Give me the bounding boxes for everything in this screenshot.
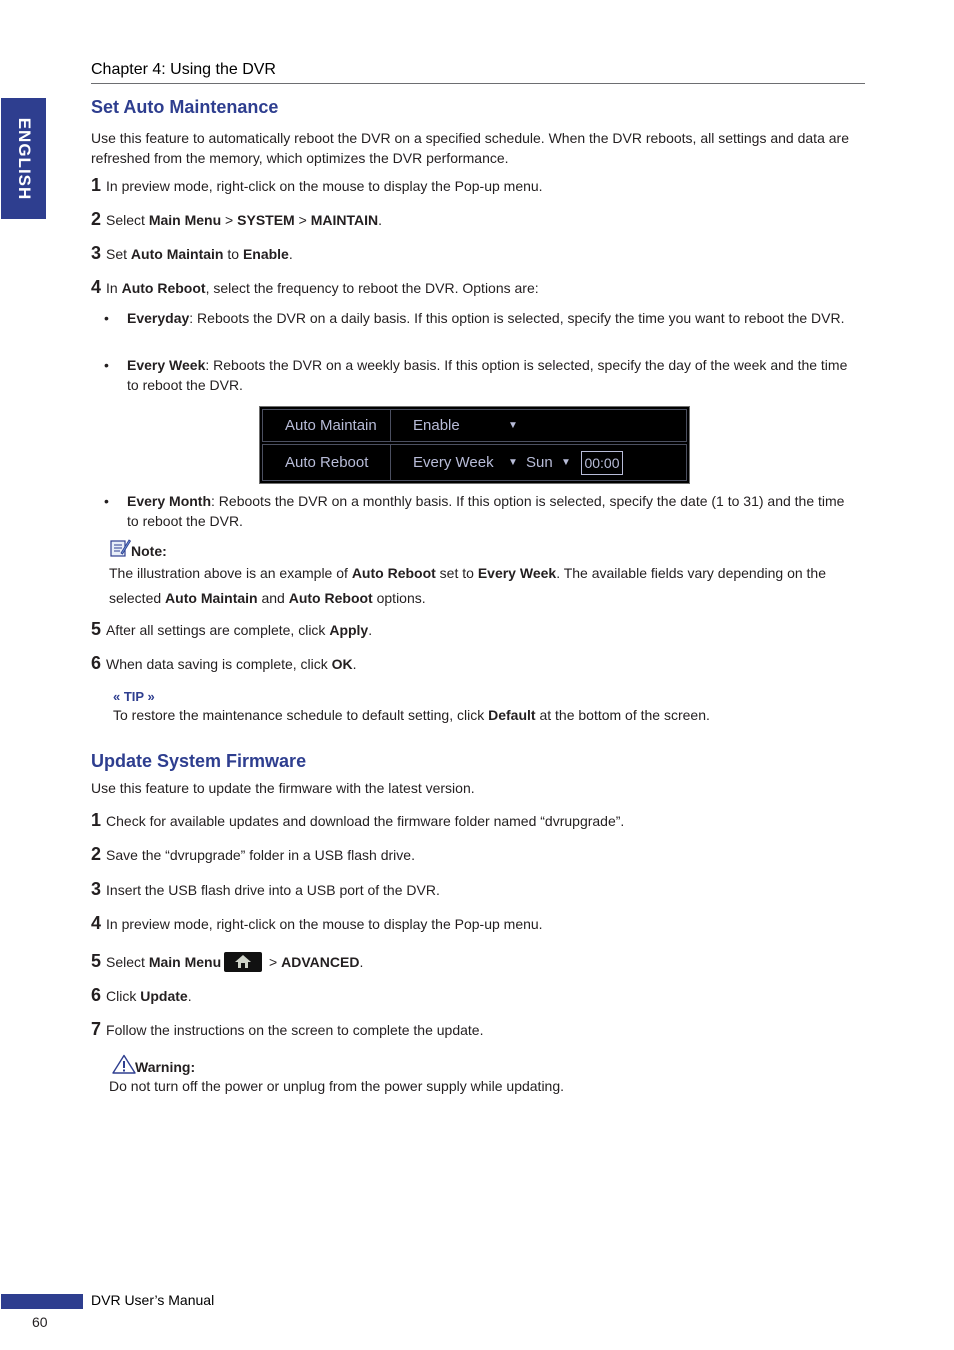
term-auto-maintain: Auto Maintain bbox=[165, 590, 258, 606]
auto-reboot-label: Auto Reboot bbox=[263, 445, 391, 480]
term-ok: OK bbox=[331, 656, 353, 672]
bullet-term: Every Month bbox=[127, 493, 212, 509]
step-number: 1 bbox=[91, 810, 102, 830]
step-text: Set bbox=[106, 246, 131, 262]
note-label: Note: bbox=[131, 543, 167, 559]
auto-reboot-row bbox=[262, 444, 687, 481]
warning-text: Do not turn off the power or unplug from the power supply while updating. bbox=[109, 1078, 565, 1094]
step-5 bbox=[91, 619, 372, 640]
bullet-every-month bbox=[104, 491, 849, 531]
tip-label: « TIP » bbox=[113, 689, 155, 704]
footer-bar bbox=[1, 1294, 83, 1309]
term-default: Default bbox=[488, 707, 536, 723]
term-advanced: ADVANCED bbox=[281, 954, 360, 970]
footer-title: DVR User’s Manual bbox=[91, 1292, 215, 1308]
auto-maintain-label: Auto Maintain bbox=[263, 410, 391, 441]
section-intro: Use this feature to update the firmware with the latest version. bbox=[91, 780, 475, 796]
step-text: Insert the USB flash drive into a USB port of the DVR. bbox=[106, 882, 440, 898]
bullet-term: Everyday bbox=[127, 310, 190, 326]
step-text: In bbox=[106, 280, 122, 296]
punctuation: . bbox=[359, 954, 364, 970]
term-update: Update bbox=[140, 988, 188, 1004]
punctuation: . bbox=[187, 988, 192, 1004]
fw-step-6 bbox=[91, 985, 192, 1006]
bullet-dot: • bbox=[104, 493, 109, 509]
note-text-part: options. bbox=[372, 590, 426, 606]
tip-text-part: To restore the maintenance schedule to default setting, click bbox=[113, 707, 489, 723]
step-text: Select bbox=[106, 954, 149, 970]
separator: > bbox=[265, 954, 282, 970]
step-4 bbox=[91, 277, 539, 298]
term-every-week: Every Week bbox=[477, 565, 557, 581]
dvr-settings-screenshot bbox=[259, 406, 690, 484]
step-text: Select bbox=[106, 212, 149, 228]
bullet-term: Every Week bbox=[127, 357, 206, 373]
separator: > bbox=[294, 212, 311, 228]
step-number: 5 bbox=[91, 951, 102, 971]
step-number: 4 bbox=[91, 913, 102, 933]
step-text: to bbox=[223, 246, 243, 262]
chevron-down-icon[interactable]: ▼ bbox=[508, 457, 518, 468]
auto-maintain-value[interactable]: Enable bbox=[413, 417, 460, 434]
note-text-part: and bbox=[257, 590, 289, 606]
note-text-part: set to bbox=[435, 565, 478, 581]
chapter-heading: Chapter 4: Using the DVR bbox=[91, 61, 276, 78]
step-text: In preview mode, right-click on the mouse to display the Pop-up menu. bbox=[106, 178, 543, 194]
auto-maintain-row bbox=[262, 409, 687, 442]
step-3 bbox=[91, 243, 293, 264]
bullet-text: : Reboots the DVR on a monthly basis. If this option is selected, specify the date (1 to 31) and the time to reboot the DVR. bbox=[127, 493, 845, 529]
term-auto-reboot: Auto Reboot bbox=[351, 565, 436, 581]
fw-step-4 bbox=[91, 913, 543, 934]
step-text: Follow the instructions on the screen to complete the update. bbox=[106, 1022, 484, 1038]
step-number: 2 bbox=[91, 209, 102, 229]
note-text-part: . The available fields vary depending on the selected bbox=[109, 565, 827, 606]
step-text: In preview mode, right-click on the mouse to display the Pop-up menu. bbox=[106, 916, 543, 932]
step-text: Check for available updates and download the firmware folder named “dvrupgrade”. bbox=[106, 813, 625, 829]
term-apply: Apply bbox=[329, 622, 369, 638]
fw-step-5 bbox=[91, 951, 363, 972]
note-icon bbox=[109, 538, 131, 558]
language-tab-label: ENGLISH bbox=[14, 117, 34, 200]
bullet-text: : Reboots the DVR on a weekly basis. If this option is selected, specify the day of the week and the time to reboot the DVR. bbox=[127, 357, 848, 393]
bullet-dot: • bbox=[104, 310, 109, 326]
punctuation: . bbox=[378, 212, 382, 228]
warning-icon bbox=[112, 1054, 136, 1074]
note-text-part: The illustration above is an example of bbox=[109, 565, 352, 581]
tip-text bbox=[113, 707, 710, 723]
bullet-every-week bbox=[104, 355, 849, 395]
step-number: 2 bbox=[91, 844, 102, 864]
section-intro: Use this feature to automatically reboot the DVR on a specified schedule. When the DVR reboots, all settings and data are refreshed from the memory, which optimizes the DVR performance. bbox=[91, 130, 849, 166]
tip-text-part: at the bottom of the screen. bbox=[535, 707, 710, 723]
term-main-menu: Main Menu bbox=[148, 954, 222, 970]
step-text: Save the “dvrupgrade” folder in a USB flash drive. bbox=[106, 847, 415, 863]
page-number: 60 bbox=[32, 1314, 48, 1330]
fw-step-2 bbox=[91, 844, 415, 865]
header-divider bbox=[91, 83, 865, 84]
fw-step-1 bbox=[91, 810, 624, 831]
step-6 bbox=[91, 653, 357, 674]
step-number: 7 bbox=[91, 1019, 102, 1039]
term-auto-maintain: Auto Maintain bbox=[130, 246, 224, 262]
step-1 bbox=[91, 175, 543, 196]
punctuation: . bbox=[352, 656, 357, 672]
separator: > bbox=[221, 212, 238, 228]
auto-reboot-day[interactable]: Sun bbox=[526, 454, 553, 471]
auto-reboot-time-field[interactable]: 00:00 bbox=[581, 451, 623, 475]
term-maintain: MAINTAIN bbox=[310, 212, 379, 228]
step-text: When data saving is complete, click bbox=[106, 656, 332, 672]
term-system: SYSTEM bbox=[237, 212, 295, 228]
warning-label: Warning: bbox=[135, 1059, 196, 1075]
term-auto-reboot: Auto Reboot bbox=[121, 280, 206, 296]
step-number: 3 bbox=[91, 879, 102, 899]
section-title-auto-maintenance: Set Auto Maintenance bbox=[91, 97, 279, 117]
punctuation: . bbox=[288, 246, 293, 262]
step-number: 4 bbox=[91, 277, 102, 297]
chevron-down-icon[interactable]: ▼ bbox=[561, 457, 571, 468]
step-number: 6 bbox=[91, 653, 102, 673]
section-title-update-firmware: Update System Firmware bbox=[91, 751, 307, 771]
language-tab bbox=[1, 98, 46, 219]
chevron-down-icon[interactable]: ▼ bbox=[508, 420, 518, 431]
auto-reboot-frequency[interactable]: Every Week bbox=[413, 454, 494, 471]
bullet-text: : Reboots the DVR on a daily basis. If this option is selected, specify the time you want to reboot the DVR. bbox=[189, 310, 845, 326]
home-icon bbox=[224, 952, 262, 972]
bullet-everyday bbox=[104, 308, 849, 328]
step-number: 3 bbox=[91, 243, 102, 263]
fw-step-3 bbox=[91, 879, 440, 900]
bullet-dot: • bbox=[104, 357, 109, 373]
note-text bbox=[109, 561, 859, 611]
punctuation: . bbox=[368, 622, 373, 638]
step-text: Click bbox=[106, 988, 141, 1004]
step-2 bbox=[91, 209, 382, 230]
step-text: After all settings are complete, click bbox=[106, 622, 330, 638]
fw-step-7 bbox=[91, 1019, 483, 1040]
step-number: 1 bbox=[91, 175, 102, 195]
term-auto-reboot: Auto Reboot bbox=[288, 590, 373, 606]
term-main-menu: Main Menu bbox=[148, 212, 222, 228]
step-number: 5 bbox=[91, 619, 102, 639]
term-enable: Enable bbox=[242, 246, 289, 262]
step-number: 6 bbox=[91, 985, 102, 1005]
step-text: , select the frequency to reboot the DVR. Options are: bbox=[205, 280, 539, 296]
